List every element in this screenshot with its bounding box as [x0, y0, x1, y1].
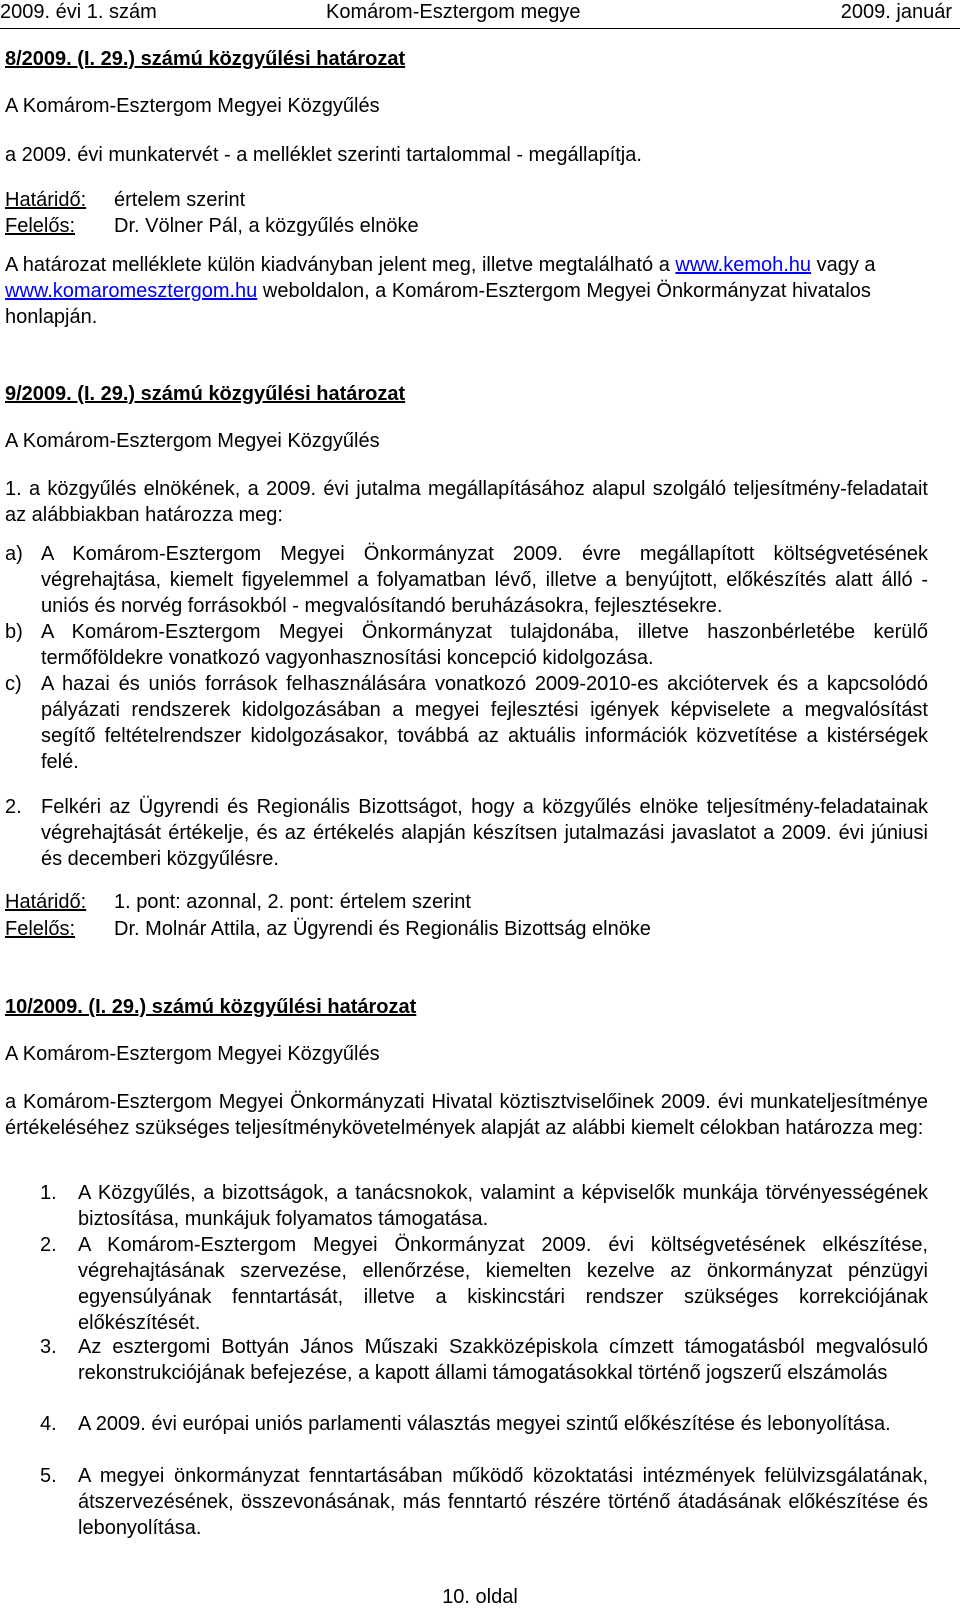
- responsible-label: Felelős:: [5, 215, 76, 237]
- res8-body: A Komárom-Esztergom Megyei Közgyűlés: [5, 95, 380, 117]
- note-text-3: weboldalon, a Komárom-Esztergom Megyei Önkormányzat hivatalos honlapján.: [5, 280, 871, 328]
- res10-body: A Komárom-Esztergom Megyei Közgyűlés: [5, 1043, 380, 1065]
- res8-responsible: [5, 213, 419, 239]
- note-text-2: vagy a: [816, 254, 876, 276]
- res8-title: 8/2009. (I. 29.) számú közgyűlési határozat: [5, 48, 406, 70]
- res8-deadline: [5, 187, 245, 213]
- item-text: A Komárom-Esztergom Megyei Önkormányzat tulajdonába, illetve haszonbérletébe kerülő termőföldekre vonatkozó vagyonhasznosítási koncepció kidolgozása.: [41, 621, 928, 669]
- responsible-value: Dr. Völner Pál, a közgyűlés elnöke: [114, 215, 419, 237]
- item-text: A hazai és uniós források felhasználására vonatkozó 2009-2010-es akciótervek és a kapcsolódó pályázati rendszerek kidolgozásában a megyei fejlesztési igények képviselete a megvalósítást segítő feltételrendszer kidolgozásakor, továbbá az aktuális információk közvetítése a kistérségek felé.: [41, 673, 928, 773]
- res8-text: a 2009. évi munkatervét - a melléklet szerinti tartalommal - megállapítja.: [5, 144, 642, 166]
- res10-item-1: [5, 1180, 928, 1232]
- item-mark: 4.: [40, 1413, 57, 1435]
- res10-title: 10/2009. (I. 29.) számú közgyűlési határozat: [5, 996, 417, 1018]
- kemoh-link[interactable]: www.kemoh.hu: [675, 254, 812, 276]
- item-mark: 3.: [40, 1336, 57, 1358]
- res10-item-3: [5, 1334, 928, 1386]
- res9-item-b: [5, 619, 928, 671]
- deadline-label: Határidő:: [5, 891, 87, 913]
- header-date: 2009. január: [840, 1, 952, 23]
- item-mark: c): [5, 673, 22, 695]
- note-text-1: A határozat melléklete külön kiadványban jelent meg, illetve megtalálható a: [5, 254, 670, 276]
- header-county: Komárom-Esztergom megye: [326, 1, 581, 23]
- item-text: A 2009. évi európai uniós parlamenti választás megyei szintű előkészítése és lebonyolítása.: [78, 1413, 891, 1435]
- deadline-value: 1. pont: azonnal, 2. pont: értelem szerint: [114, 891, 471, 913]
- res9-body: A Komárom-Esztergom Megyei Közgyűlés: [5, 430, 380, 452]
- item-mark: 5.: [40, 1465, 57, 1487]
- item-text: Felkéri az Ügyrendi és Regionális Bizottságot, hogy a közgyűlés elnöke teljesítmény-feladatainak végrehajtását értékelje, és az értékelés alapján készítsen jutalmazási javaslatot a 2009. évi júniusi és decemberi közgyűlésre.: [41, 796, 928, 870]
- responsible-value: Dr. Molnár Attila, az Ügyrendi és Regionális Bizottság elnöke: [114, 918, 651, 940]
- res9-responsible: [5, 916, 651, 942]
- page-header: [0, 0, 960, 29]
- res9-point-2: [5, 794, 928, 872]
- item-text: Az esztergomi Bottyán János Műszaki Szakközépiskola címzett támogatásból megvalósuló rekonstrukciójának befejezése, a kapott állami támogatásokkal történő jogszerű elszámolás: [78, 1336, 928, 1384]
- item-mark: 1.: [40, 1182, 57, 1204]
- item-text: A Komárom-Esztergom Megyei Önkormányzat 2009. évi költségvetésének elkészítése, végrehajtásának szervezése, ellenőrzése, kiemelten kezelve az önkormányzat pénzügyi egyensúlyának fenntartását, illetve a kiskincstári rendszer szükséges korrekciójának előkészítését.: [78, 1234, 928, 1334]
- res9-item-a: [5, 541, 928, 619]
- res10-item-4: [5, 1411, 928, 1437]
- res9-deadline: [5, 889, 471, 915]
- responsible-label: Felelős:: [5, 918, 76, 940]
- page-number: 10. oldal: [442, 1586, 518, 1608]
- item-text: A Közgyűlés, a bizottságok, a tanácsnokok, valamint a képviselők munkája törvényességének biztosítása, munkájuk folyamatos támogatása.: [78, 1182, 928, 1230]
- komaromesztergom-link[interactable]: www.komaromesztergom.hu: [5, 280, 258, 302]
- res9-point-1: 1. a közgyűlés elnökének, a 2009. évi jutalma megállapításához alapul szolgáló teljesítmény-feladatait az alábbiakban határozza meg:: [5, 478, 928, 526]
- item-text: A Komárom-Esztergom Megyei Önkormányzat 2009. évre megállapított költségvetésének végrehajtása, kiemelt figyelemmel a folyamatban lévő, illetve a benyújtott, előkészítés alatt álló - uniós és norvég forrásokból - megvalósítandó beruházásokra, fejlesztésekre.: [41, 543, 928, 617]
- header-issue: 2009. évi 1. szám: [0, 1, 157, 23]
- item-mark: a): [5, 543, 23, 565]
- item-mark: 2.: [40, 1234, 57, 1256]
- res8-note: [5, 252, 928, 330]
- res9-item-c: [5, 671, 928, 775]
- item-mark: b): [5, 621, 23, 643]
- res10-item-5: [5, 1463, 928, 1541]
- item-text: A megyei önkormányzat fenntartásában működő közoktatási intézmények felülvizsgálatának, átszervezésének, összevonásának, más fenntartó részére történő átadásának előkészítése és lebonyolítása.: [78, 1465, 928, 1539]
- res10-item-2: [5, 1232, 928, 1336]
- deadline-value: értelem szerint: [114, 189, 246, 211]
- res10-intro: a Komárom-Esztergom Megyei Önkormányzati Hivatal köztisztviselőinek 2009. évi munkateljesítménye értékeléséhez szükséges teljesítménykövetelmények alapját az alábbi kiemelt célokban határozza meg:: [5, 1091, 928, 1139]
- res9-title: 9/2009. (I. 29.) számú közgyűlési határozat: [5, 383, 406, 405]
- item-mark: 2.: [5, 796, 22, 818]
- deadline-label: Határidő:: [5, 189, 87, 211]
